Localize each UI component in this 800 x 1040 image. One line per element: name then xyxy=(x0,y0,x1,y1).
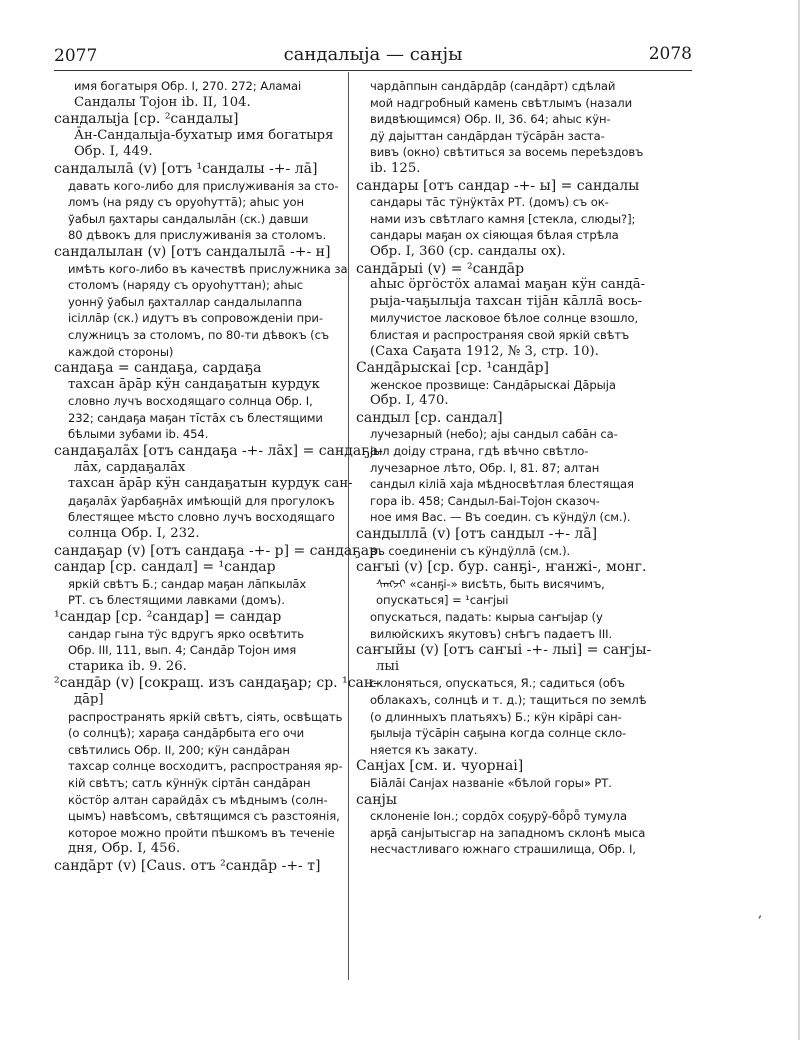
dictionary-line: уоннӯ ўабыл ҕахталлар сандалылаппа xyxy=(68,294,303,309)
dictionary-line: (о длинныхъ платьяхъ) Б.; кӱн кірāрі сан- xyxy=(370,709,622,724)
dictionary-line: (Саха Саҕата 1912, № 3, стр. 10). xyxy=(370,343,599,359)
dictionary-line: дāр] xyxy=(74,691,104,707)
dictionary-line: каждой стороны) xyxy=(68,344,174,359)
dictionary-line: Обр. I, 360 (ср. сандалы ох). xyxy=(370,243,566,259)
dictionary-line: опускаться, падать: кырыа саҥыјар (у xyxy=(370,610,603,624)
dictionary-line: 80 дѣвокъ для прислуживанія за столомъ. xyxy=(68,228,327,243)
dictionary-line: санјы xyxy=(356,791,398,808)
dictionary-line: чардāппын сандāрдāр (сандāрт) сдѣлай xyxy=(370,79,616,93)
dictionary-line: А̄н-Сандалыја-бухатыр имя богатыря xyxy=(74,127,334,143)
dictionary-line: сандаҕар (v) [отъ сандаҕа -+- р] = сандаҕар. xyxy=(54,542,383,559)
dictionary-line: имя богатыря Обр. I, 270. 272; Аламаі xyxy=(74,79,302,93)
dictionary-line: сандары [отъ сандар -+- ы] = сандалы xyxy=(356,177,640,194)
dictionary-line: ²сандāр (v) [сокращ. изъ сандаҕар; ср. ¹сан- xyxy=(54,675,378,692)
dictionary-line: видвѣющимся) Обр. II, 36. 64; аһыс кӱн- xyxy=(370,112,611,127)
page-header xyxy=(54,40,692,70)
dictionary-line: несчастливаго южнаго страшилища, Обр. I, xyxy=(370,842,636,857)
dictionary-line: мой надгробный камень свѣтлымъ (назали xyxy=(370,95,633,110)
dictionary-line: имѣть кого-либо въ качествѣ прислужника за xyxy=(68,261,348,276)
dictionary-line: (о солнцѣ); хараҕа сандāрбыта его очи xyxy=(68,726,305,741)
right-column xyxy=(356,78,686,858)
dictionary-line: женское прозвище: Сандāрыскаі Дāрыја xyxy=(370,377,616,392)
dictionary-line: сандалыла̄ (v) [отъ ¹сандалы -+- ла̄] xyxy=(54,160,318,177)
dictionary-line: блистая и распространяя свой яркій свѣтъ xyxy=(370,327,630,342)
dictionary-line: вивъ (окно) свѣтиться за восемь переѣздовъ xyxy=(370,145,644,160)
dictionary-line: ісіллāр (ск.) идутъ въ сопровожденіи при- xyxy=(68,311,323,326)
dictionary-line: яркій свѣтъ Б.; сандар маҕан ла̄пкылāх xyxy=(68,576,307,591)
dictionary-line: сандар гына тӱс вдругъ ярко освѣтить xyxy=(68,626,305,641)
dictionary-line: облакахъ, солнцѣ и т. д.); тащиться по землѣ xyxy=(370,692,647,707)
dictionary-line: арҕā санјытысгар на западномъ склонѣ мыса xyxy=(370,825,646,840)
dictionary-line: ҕылыја тӱсāрін саҕына когда солнце скло- xyxy=(370,726,627,741)
dictionary-line: тахсар солнце восходитъ, распространяя яр- xyxy=(68,759,343,774)
margin-mark: , xyxy=(758,906,763,921)
dictionary-line: јыл доіду страна, гдѣ вѣчно свѣтло- xyxy=(370,444,589,459)
dictionary-line: сандыл кіліā хаја мѣдносвѣтлая блестящая xyxy=(370,477,634,492)
dictionary-line: столомъ (наряду съ оруоһуттан); аһыс xyxy=(68,278,304,293)
dictionary-line: служницъ за столомъ, по 80-ти дѣвокъ (съ xyxy=(68,327,329,342)
dictionary-line: няется къ закату. xyxy=(370,742,478,757)
dictionary-line: Сандалы Тојон ib. II, 104. xyxy=(74,94,251,110)
dictionary-line: бѣлыми зубами ib. 454. xyxy=(68,427,209,442)
dictionary-line: лыі xyxy=(376,658,400,674)
dictionary-line: Сандāрыскаі [ср. ¹сандāр] xyxy=(356,360,550,377)
dictionary-line: сандыллā (v) [отъ сандыл -+- лā] xyxy=(356,526,598,543)
dictionary-line: старика ib. 9. 26. xyxy=(68,658,187,674)
dictionary-line: нами изъ свѣтлаго камня [стекла, слюды?]; xyxy=(370,211,636,226)
dictionary-line: ib. 125. xyxy=(370,160,421,176)
dictionary-line: въ соединеніи съ кӱндӱллā (см.). xyxy=(370,543,571,558)
dictionary-line: лучезарный (небо); ајы сандыл сабāн са- xyxy=(370,427,618,442)
dictionary-line: сандары тāс тӱнӱктāх РТ. (домъ) съ ок- xyxy=(370,195,609,210)
dictionary-line: солнца Обр. I, 232. xyxy=(68,526,200,542)
dictionary-line: дӱ дајыттан сандāрдан тӱсāрāн заста- xyxy=(370,128,605,143)
dictionary-line: милучистое ласковое бѣлое солнце взошло, xyxy=(370,311,639,326)
dictionary-line: Біāлāі Санјах названіе «бѣлой горы» РТ. xyxy=(370,775,612,790)
dictionary-line: кій свѣтъ; сатљ кӱннӱк сіртāн сандāран xyxy=(68,775,311,790)
dictionary-line: дня, Обр. I, 456. xyxy=(68,841,181,857)
running-title: сандалыја — санјы xyxy=(283,44,463,65)
dictionary-line: Обр. I, 470. xyxy=(370,393,449,409)
dictionary-line: сандалыја [ср. ²сандалы] xyxy=(54,111,239,128)
dictionary-line: распространять яркій свѣтъ, сіять, освѣщать xyxy=(68,709,343,724)
dictionary-line: 232; сандаҕа маҕан тīстāх съ блестящими xyxy=(68,410,323,425)
dictionary-line: которое можно пройти пѣшкомъ въ теченіе xyxy=(68,825,335,840)
dictionary-line: ўабыл ҕахтары сандалыла̄н (ск.) давши xyxy=(68,211,309,226)
dictionary-line: свѣтились Обр. II, 200; кӱн сандāран xyxy=(68,742,290,757)
dictionary-line: давать кого-либо для прислуживанія за сто- xyxy=(68,178,339,193)
dictionary-line: сандаҕалāх [отъ сандаҕа -+- лāх] = сандаҕа- xyxy=(54,443,383,460)
dictionary-line: Обр. III, 111, вып. 4; Сандāр Тојон имя xyxy=(68,643,297,658)
dictionary-line: саҥыі (v) [ср. бур. санҕі-, ҥанжі-, монг. xyxy=(356,559,647,576)
dictionary-line: сандāрыі (v) = ²сандāр xyxy=(356,260,525,277)
dictionary-line: Санјах [см. и. чуорнаі] xyxy=(356,758,524,775)
dictionary-line: цымъ) навѣсомъ, свѣтящимся съ разстоянія, xyxy=(68,809,340,824)
dictionary-line: даҕалāх ўарбаҕнāх имѣющій для прогулокъ xyxy=(68,493,335,508)
page-number-right: 2078 xyxy=(648,44,692,64)
dictionary-line: ломъ (на ряду съ оруоһуттā); аһыс уон xyxy=(68,195,305,210)
dictionary-line: саҥыйы (v) [отъ саҥыі -+- лыі] = саҥјы- xyxy=(356,642,652,659)
dictionary-line: вилюйскихъ якутовъ) снѣгъ падаетъ III. xyxy=(370,626,613,641)
dictionary-line: аһыс öргöстöх аламаі маҕан кӱн санда̄- xyxy=(370,277,646,293)
dictionary-line: сандыл [ср. сандал] xyxy=(356,409,503,426)
dictionary-line: ᠰᠠᠩᠵᠢ «санҕі-» висѣть, быть висячимъ, xyxy=(376,576,605,591)
column-divider xyxy=(348,72,349,980)
dictionary-line: склоняться, опускаться, Я.; садиться (объ xyxy=(370,676,625,691)
dictionary-line: сандāрт (v) [Caus. отъ ²сандāр -+- т] xyxy=(54,857,321,874)
dictionary-line: лучезарное лѣто, Обр. I, 81. 87; алтан xyxy=(370,460,600,475)
dictionary-line: блестящее мѣсто словно лучъ восходящаго xyxy=(68,510,335,525)
header-rule xyxy=(54,70,692,71)
dictionary-line: сандар [ср. сандал] = ¹сандар xyxy=(54,559,276,576)
dictionary-line: ное имя Вас. — Въ соедин. съ кӱндӱл (см.). xyxy=(370,510,631,525)
dictionary-line: ¹сандар [ср. ²сандар] = сандар xyxy=(54,609,282,625)
page-number-left: 2077 xyxy=(54,46,98,66)
dictionary-line: сандалылан (v) [отъ сандалыла̄ -+- н] xyxy=(54,243,331,260)
dictionary-line: тахсан а̄рāр кӱн сандаҕатын курдук xyxy=(68,376,320,392)
dictionary-line: кöстöр алтан сарайдāх съ мѣднымъ (солн- xyxy=(68,792,328,807)
dictionary-line: рыја-чаҕылыја тахсан тіјāн кāллā вось- xyxy=(370,293,643,309)
dictionary-line: РТ. съ блестящими лавками (домъ). xyxy=(68,593,285,608)
dictionary-line: лāх, сардаҕалāх xyxy=(74,459,186,475)
dictionary-line: сандары маҕан ох сіяющая бѣлая стрѣла xyxy=(370,228,619,243)
dictionary-line: опускаться] = ¹саҥјыі xyxy=(376,593,509,608)
dictionary-line: словно лучъ восходящаго солнца Обр. I, xyxy=(68,394,313,409)
dictionary-line: тахсан а̄рāр кӱн сандаҕатын курдук сан- xyxy=(68,476,353,492)
dictionary-line: сандаҕа = сандаҕа, сардаҕа xyxy=(54,360,262,377)
dictionary-line: Обр. I, 449. xyxy=(74,144,153,160)
dictionary-line: гора ib. 458; Сандыл-Баі-Тојон сказоч- xyxy=(370,493,600,508)
dictionary-line: склоненіе Іон.; сордōх соҕурӯ-бȫрȫ тумула xyxy=(370,809,627,824)
